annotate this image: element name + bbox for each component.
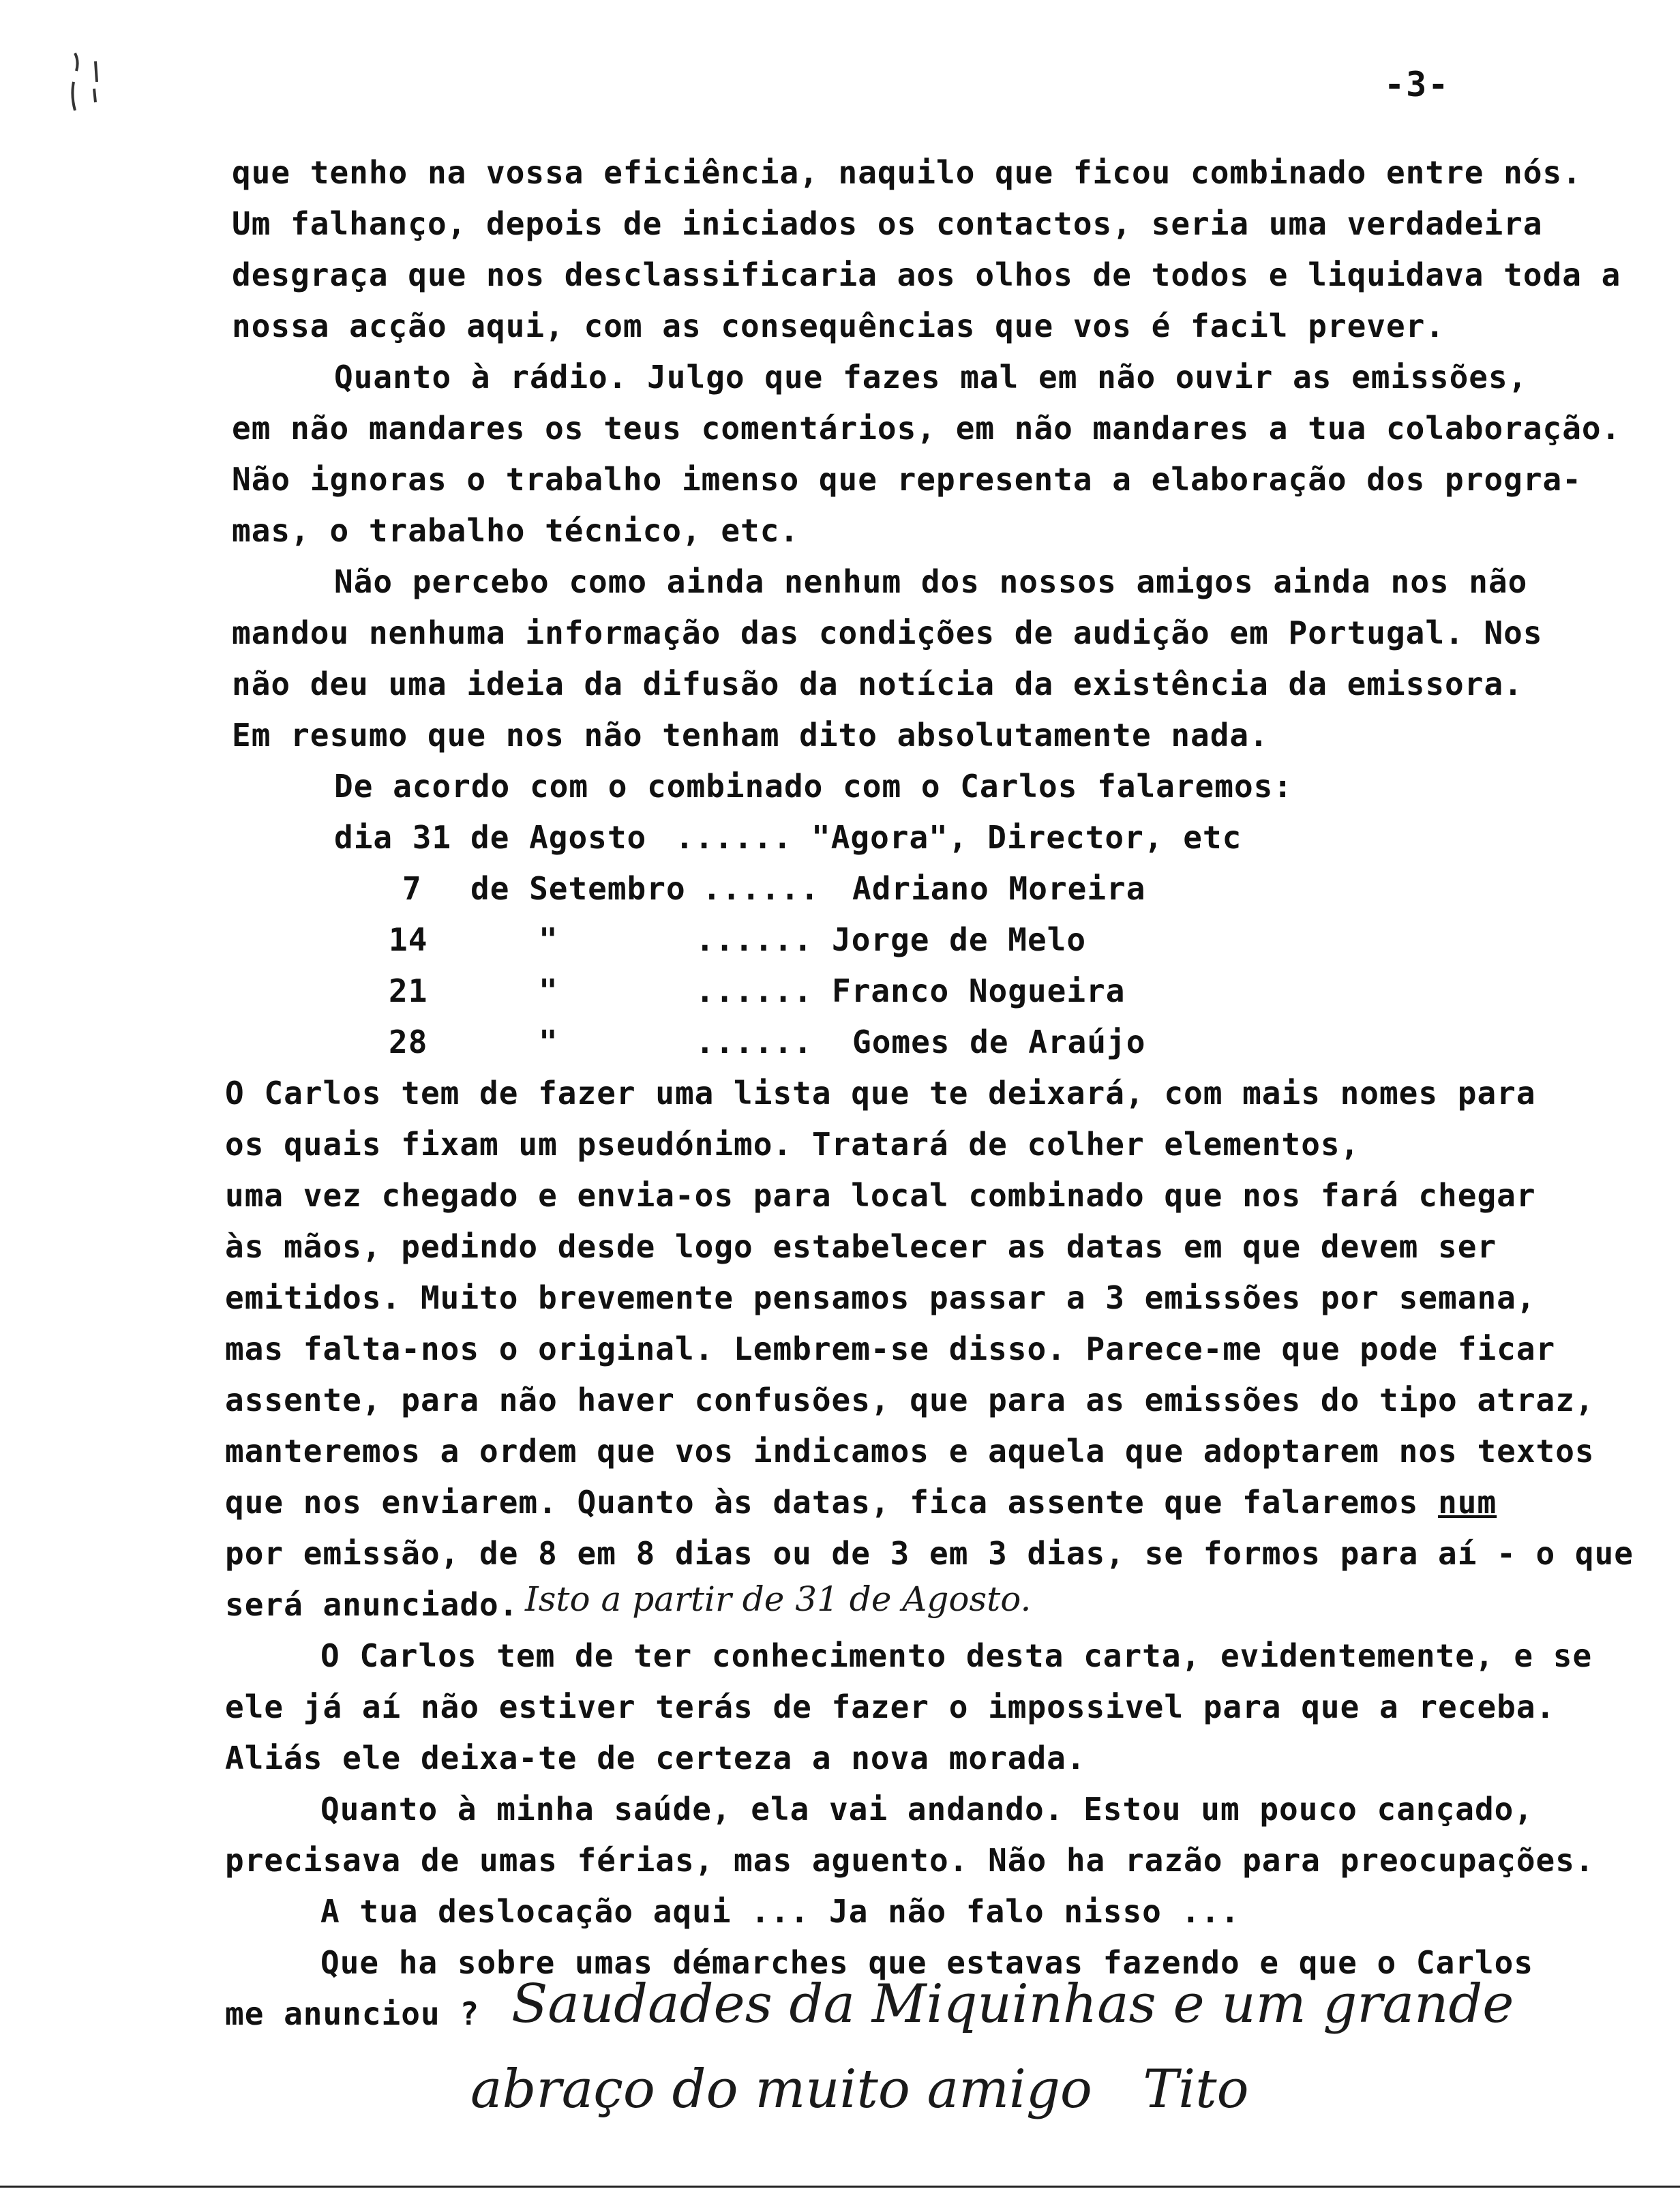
schedule-speaker: "Agora", Director, etc [811,819,1242,856]
body-line: O Carlos tem de ter conhecimento desta carta, evidentemente, e se [320,1637,1593,1674]
body-line-text: que nos enviarem. Quanto às datas, fica assente que falaremos [225,1484,1419,1521]
schedule-month: de Setembro [470,870,686,907]
schedule-dots: ...... [695,1024,813,1060]
body-line: Em resumo que nos não tenham dito absolutamente nada. [232,717,1269,754]
body-line: Que ha sobre umas démarches que estavas fazendo e que o Carlos [320,1944,1534,1981]
handwritten-closing-line: abraço do muito amigo Tito [470,2059,1249,2120]
body-line: precisava de umas férias, mas aguento. Não ha razão para preocupações. [225,1842,1595,1879]
schedule-day: 28 [389,1024,428,1060]
schedule-speaker: Adriano Moreira [852,870,1146,907]
body-line: uma vez chegado e envia-os para local combinado que nos fará chegar [225,1177,1536,1214]
schedule-day: 7 [402,870,422,907]
body-line: não deu uma ideia da difusão da notícia da existência da emissora. [232,666,1523,702]
body-line: por emissão, de 8 em 8 dias ou de 3 em 3 dias, se formos para aí - o que [225,1535,1634,1572]
body-line: Aliás ele deixa-te de certeza a nova morada. [225,1740,1086,1776]
schedule-month: " [539,972,558,1009]
body-line: me anunciou ? [225,1995,480,2032]
schedule-month: de Agosto [470,819,647,856]
body-line: mandou nenhuma informação das condições de audição em Portugal. Nos [232,614,1543,651]
page-number: -3- [1384,65,1450,104]
schedule-speaker: Gomes de Araújo [852,1024,1146,1060]
schedule-day: dia 31 [334,819,452,856]
body-line: Não percebo como ainda nenhum dos nossos amigos ainda nos não [334,563,1528,600]
schedule-dots: ...... [695,972,813,1009]
body-line: ele já aí não estiver terás de fazer o impossivel para que a receba. [225,1688,1556,1725]
body-line: manteremos a ordem que vos indicamos e aquela que adoptarem nos textos [225,1433,1595,1470]
body-line: Não ignoras o trabalho imenso que representa a elaboração dos progra- [232,461,1582,498]
body-line: às mãos, pedindo desde logo estabelecer as datas em que devem ser [225,1228,1497,1265]
body-line: os quais fixam um pseudónimo. Tratará de colher elementos, [225,1126,1360,1163]
body-line: será anunciado. [225,1586,519,1623]
handwritten-closing-line: Saudades da Miquinhas e um grande [511,1974,1514,2035]
body-line: O Carlos tem de fazer uma lista que te deixará, com mais nomes para [225,1075,1536,1112]
handwritten-note: Isto a partir de 31 de Agosto. [525,1579,1032,1619]
body-line: emitidos. Muito brevemente pensamos passar a 3 emissões por semana, [225,1279,1536,1316]
underlined-word: num [1438,1484,1497,1521]
schedule-day: 14 [389,921,428,958]
schedule-dots: ...... [695,921,813,958]
body-line: assente, para não haver confusões, que para as emissões do tipo atraz, [225,1382,1595,1418]
body-line [225,1484,1497,1521]
body-line: Quanto à minha saúde, ela vai andando. Estou um pouco cançado, [320,1791,1534,1828]
body-line: que tenho na vossa eficiência, naquilo que ficou combinado entre nós. [232,154,1582,191]
schedule-month: " [539,921,558,958]
schedule-dots: ...... [675,819,793,856]
body-line: desgraça que nos desclassificaria aos olhos de todos e liquidava toda a [232,256,1621,293]
body-line: Um falhanço, depois de iniciados os contactos, seria uma verdadeira [232,205,1543,242]
body-line: mas falta-nos o original. Lembrem-se disso. Parece-me que pode ficar [225,1330,1556,1367]
body-line: mas, o trabalho técnico, etc. [232,512,800,549]
schedule-month: " [539,1024,558,1060]
body-line: nossa acção aqui, com as consequências que vos é facil prever. [232,308,1445,344]
body-line: A tua deslocação aqui ... Ja não falo nisso ... [320,1893,1240,1930]
schedule-speaker: Jorge de Melo [832,921,1087,958]
footer-rule [0,2186,1680,2188]
body-line: em não mandares os teus comentários, em não mandares a tua colaboração. [232,410,1621,447]
schedule-speaker: Franco Nogueira [832,972,1126,1009]
margin-mark-icon [68,48,109,130]
body-line: De acordo com o combinado com o Carlos falaremos: [334,768,1293,805]
schedule-day: 21 [389,972,428,1009]
body-line: Quanto à rádio. Julgo que fazes mal em não ouvir as emissões, [334,359,1528,396]
schedule-dots: ...... [702,870,820,907]
